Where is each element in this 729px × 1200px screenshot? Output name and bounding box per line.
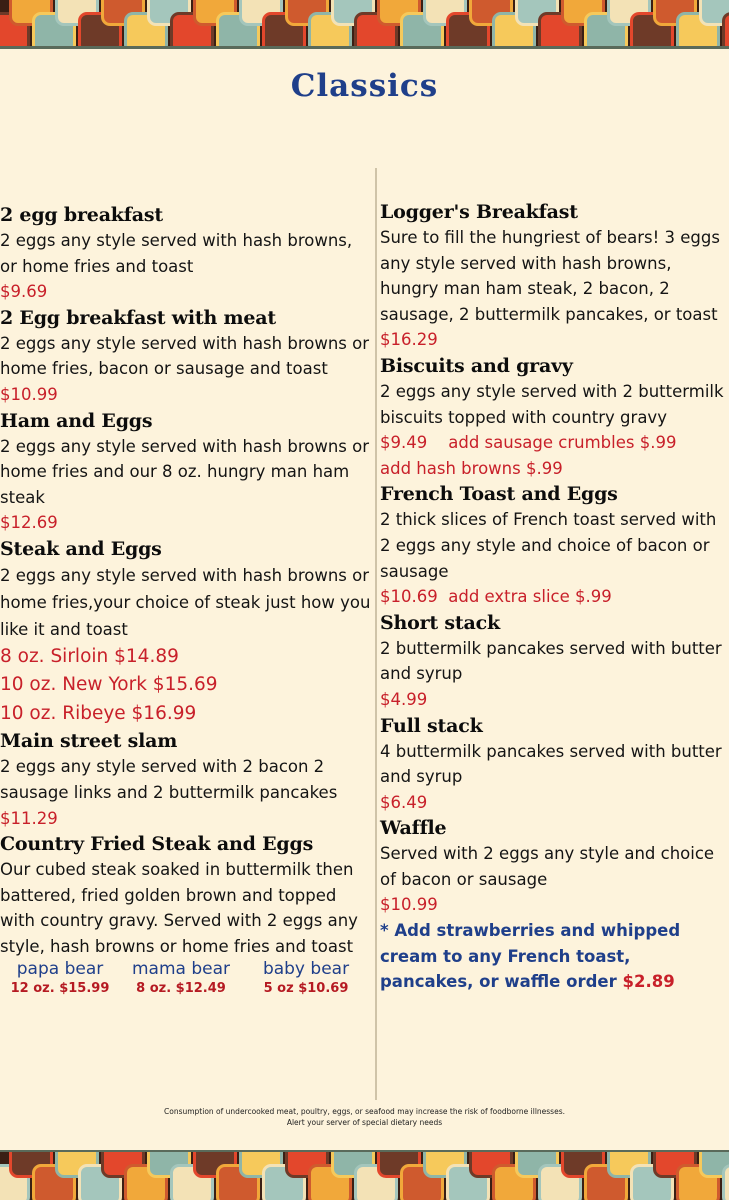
menu-item xyxy=(380,815,725,918)
menu-item xyxy=(380,199,725,353)
item-description: 4 buttermilk pancakes served with butter and syrup xyxy=(380,741,722,787)
size-price: 5 oz $10.69 xyxy=(263,980,349,996)
health-disclaimer xyxy=(100,1107,629,1128)
item-description: Our cubed steak soaked in buttermilk then battered, fried golden brown and topped with country gravy. Served with 2 eggs any style, hash browns or home fries and toast xyxy=(0,860,358,956)
bottom-decorative-border xyxy=(0,1152,729,1200)
border-tile xyxy=(722,12,729,48)
item-description: 2 eggs any style served with hash browns, or home fries and toast xyxy=(0,231,353,276)
item-description: 2 eggs any style served with 2 buttermilk biscuits topped with country gravy xyxy=(380,381,724,427)
item-price: $9.69 xyxy=(0,282,48,302)
item-price: $10.99 xyxy=(380,895,438,915)
menu-item xyxy=(380,610,725,713)
item-name: Biscuits and gravy xyxy=(380,354,573,377)
page-title: Classics xyxy=(290,68,439,104)
price-option: 10 oz. Ribeye $16.99 xyxy=(0,702,197,724)
item-name: Waffle xyxy=(380,817,447,840)
item-description: 2 eggs any style served with hash browns or home fries and our 8 oz. hungry man ham steak xyxy=(0,436,370,507)
item-description: 2 thick slices of French toast served with 2 eggs any style and choice of bacon or sausage xyxy=(380,510,717,581)
border-tile xyxy=(722,1164,729,1200)
item-name: Logger's Breakfast xyxy=(380,201,578,223)
item-price: $16.29 xyxy=(380,330,438,350)
item-price: $12.69 xyxy=(0,513,58,533)
item-description: 2 buttermilk pancakes served with butter and syrup xyxy=(380,638,722,684)
item-name: Country Fried Steak and Eggs xyxy=(0,833,314,856)
item-price-line xyxy=(380,584,725,610)
size-name: mama bear xyxy=(131,958,230,979)
item-name: Ham and Eggs xyxy=(0,409,153,432)
disclaimer-line: Alert your server of special dietary needs xyxy=(286,1117,443,1127)
item-name: French Toast and Eggs xyxy=(380,483,618,506)
size-option xyxy=(0,958,120,998)
item-price: $11.29 xyxy=(0,808,58,828)
column-divider xyxy=(375,168,377,1100)
add-on-note-price: $2.89 xyxy=(622,972,675,992)
item-description: 2 eggs any style served with hash browns or home fries,your choice of steak just how you like it and toast xyxy=(0,565,371,639)
add-on-note-text: * Add strawberries and whipped cream to any French toast, pancakes, or waffle order xyxy=(380,921,681,992)
size-options xyxy=(0,958,372,998)
menu-item xyxy=(380,713,725,816)
addon-price: add hash browns $.99 xyxy=(380,458,563,478)
menu-item xyxy=(380,481,725,609)
item-price: $10.99 xyxy=(0,384,58,404)
size-price: 8 oz. $12.49 xyxy=(136,980,226,996)
top-border-rule xyxy=(0,46,729,49)
right-column xyxy=(380,199,725,995)
menu-item xyxy=(0,831,372,997)
item-name: Full stack xyxy=(380,714,483,737)
menu-item xyxy=(0,536,372,729)
menu-item xyxy=(380,353,725,481)
item-description: Sure to fill the hungriest of bears! 3 eggs any style served with hash browns, hungry man ham steak, 2 bacon, 2 sausage, 2 buttermilk pancakes, or toast xyxy=(380,228,720,324)
menu-item xyxy=(0,305,372,408)
size-name: baby bear xyxy=(262,958,350,979)
item-price: $6.49 xyxy=(380,792,428,812)
addon-price: add sausage crumbles $.99 xyxy=(448,433,677,453)
price-option: 10 oz. New York $15.69 xyxy=(0,674,218,696)
size-price: 12 oz. $15.99 xyxy=(10,980,110,996)
menu-item xyxy=(0,728,372,831)
disclaimer-line: Consumption of undercooked meat, poultry, eggs, or seafood may increase the risk of foodborne illnesses. xyxy=(164,1107,565,1116)
item-price: $9.49 xyxy=(380,433,428,453)
add-on-note xyxy=(380,918,725,995)
item-price: $10.69 xyxy=(380,587,438,607)
item-name: Short stack xyxy=(380,611,500,634)
item-name: 2 Egg breakfast with meat xyxy=(0,306,276,329)
top-decorative-border xyxy=(0,0,729,48)
item-name: Main street slam xyxy=(0,730,178,753)
item-description: 2 eggs any style served with 2 bacon 2 sausage links and 2 buttermilk pancakes xyxy=(0,757,338,803)
left-column xyxy=(0,202,372,998)
price-option: 8 oz. Sirloin $14.89 xyxy=(0,645,179,667)
item-description: Served with 2 eggs any style and choice of bacon or sausage xyxy=(380,844,715,889)
size-option xyxy=(120,958,242,998)
size-option xyxy=(242,958,370,998)
menu-item xyxy=(0,202,372,305)
addon-price: add extra slice $.99 xyxy=(448,587,612,607)
item-name: Steak and Eggs xyxy=(0,537,162,560)
item-name: 2 egg breakfast xyxy=(0,204,163,226)
item-description: 2 eggs any style served with hash browns or home fries, bacon or sausage and toast xyxy=(0,333,370,379)
menu-item xyxy=(0,408,372,536)
item-price: $4.99 xyxy=(380,689,428,709)
item-price-line xyxy=(380,430,725,456)
size-name: papa bear xyxy=(16,958,104,979)
